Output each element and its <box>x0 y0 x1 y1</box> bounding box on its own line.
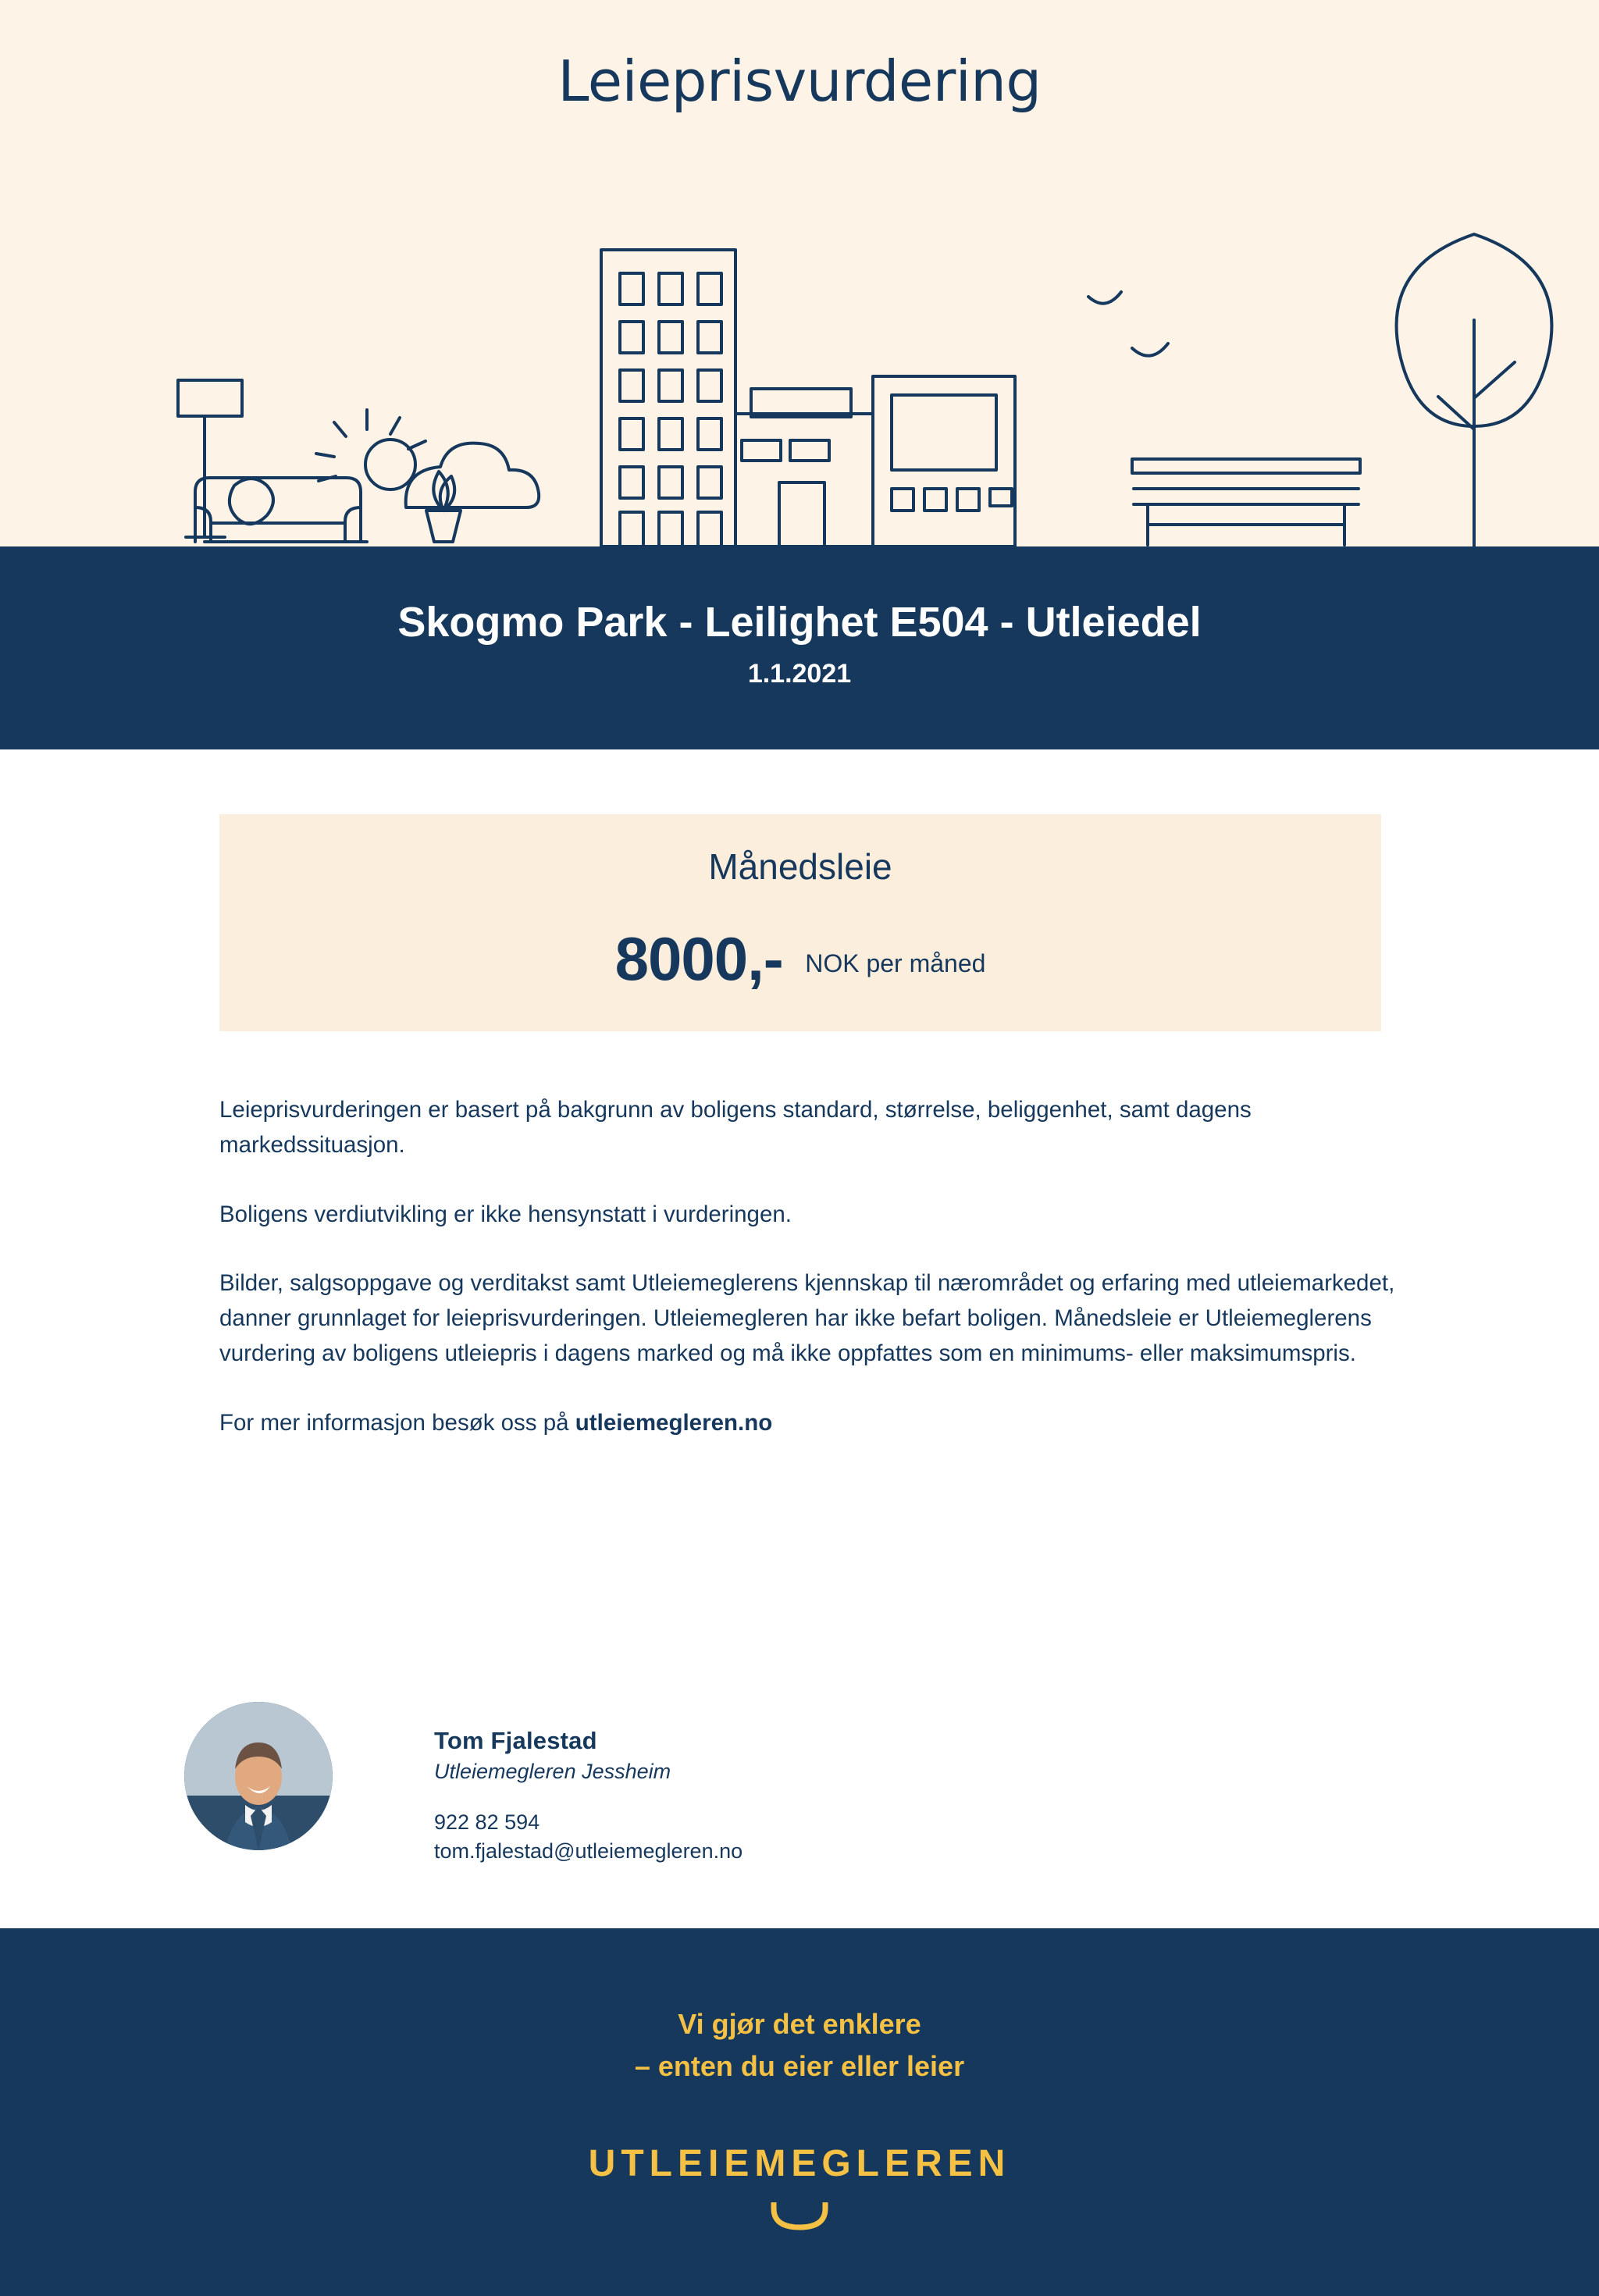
paragraph-value-development: Boligens verdiutvikling er ikke hensynstatt i vurderingen. <box>219 1201 792 1227</box>
footer-slogan <box>0 2003 1599 2088</box>
agent-phone[interactable]: 922 82 594 <box>434 1810 540 1834</box>
agent-name: Tom Fjalestad <box>434 1727 597 1754</box>
smile-icon <box>769 2199 830 2230</box>
footer <box>0 1928 1599 2296</box>
agent-card <box>184 1702 1355 1863</box>
monthly-rent-label: Månedsleie <box>708 846 892 887</box>
page-title: Leieprisvurdering <box>557 48 1042 114</box>
agent-details <box>434 1727 743 1863</box>
paragraph-basis: Leieprisvurderingen er basert på bakgrunn av boligens standard, størrelse, beliggenhet, samt dagens markedssituasjon. <box>219 1097 1252 1158</box>
monthly-rent-unit: NOK per måned <box>805 949 986 977</box>
property-title: Skogmo Park - Leilighet E504 - Utleiedel <box>397 599 1202 646</box>
monthly-rent-value-row <box>219 924 1381 995</box>
more-info-prefix: For mer informasjon besøk oss på <box>219 1409 575 1436</box>
hero-section <box>0 0 1599 546</box>
property-titlebar <box>0 546 1599 749</box>
agent-portrait-icon <box>184 1702 333 1850</box>
valuation-date: 1.1.2021 <box>747 659 852 689</box>
paragraph-foundation: Bilder, salgsoppgave og verditakst samt Utleiemeglerens kjennskap til nærområdet og erfaring med utleiemarkedet, danner grunnlaget for leieprisvurderingen. Utleiemegleren har ikke befart boligen. Månedsleie er Utleiemeglerens vurdering av boligens utleiepris i dagens marked og må ikke oppfattes som en minimums- eller maksimumspris. <box>219 1270 1395 1367</box>
agent-office: Utleiemegleren Jessheim <box>434 1760 671 1783</box>
website-link[interactable]: utleiemegleren.no <box>575 1409 773 1436</box>
monthly-rent-amount: 8000,- <box>614 924 783 993</box>
footer-slogan-line-1: Vi gjør det enklere <box>678 2008 921 2040</box>
brand-logo-text: UTLEIEMEGLEREN <box>588 2143 1011 2184</box>
footer-slogan-line-2: – enten du eier eller leier <box>634 2050 965 2082</box>
avatar <box>184 1702 333 1850</box>
agent-email[interactable]: tom.fjalestad@utleiemegleren.no <box>434 1839 743 1863</box>
monthly-rent-box <box>219 814 1381 1031</box>
paragraph-more-info <box>219 1406 1414 1441</box>
disclaimer-text <box>219 1093 1414 1441</box>
city-living-illustration-icon <box>0 195 1599 546</box>
